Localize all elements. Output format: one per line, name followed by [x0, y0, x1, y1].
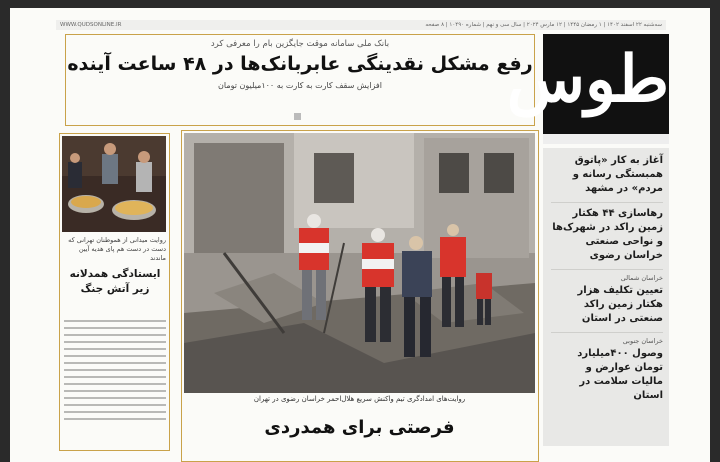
- logo: طوس: [543, 34, 669, 134]
- sidebar-news: [543, 148, 669, 446]
- lead-subhead: افزایش سقف کارت به کارت به ۱۰۰میلیون تومان: [218, 81, 382, 90]
- sidebar-item[interactable]: [551, 337, 663, 409]
- cooking-scene-image: [62, 136, 166, 232]
- left-story[interactable]: [59, 133, 170, 451]
- left-story-text: [64, 236, 166, 297]
- sidebar-item-province: خراسان جنوبی: [622, 337, 663, 345]
- left-title: ایستادگی همدلانه زیر آتش جنگ: [69, 268, 161, 295]
- rescue-photo: [184, 133, 535, 393]
- feature-title: فرصتی برای همدردی: [264, 417, 455, 438]
- lead-kicker: بانک ملی سامانه موقت جایگزین بام را معرفی کرد: [210, 39, 390, 49]
- sidebar-item-title: آغاز به کار «پاتوق همبستگی رسانه و مردم» در مشهد: [572, 155, 663, 194]
- newspaper-page: [10, 8, 710, 462]
- lead-headline: رفع مشکل نقدینگی عابربانک‌ها در ۴۸ ساعت آینده: [67, 53, 533, 75]
- site-url[interactable]: WWW.QUDSONLINE.IR: [60, 22, 122, 28]
- feature-story[interactable]: [181, 130, 539, 462]
- masthead-strip: [543, 134, 669, 144]
- sidebar-item-title: تعیین تکلیف هزار هکتار زمین راکد صنعتی در استان: [577, 285, 663, 324]
- volunteers-photo: [62, 136, 166, 232]
- photo-caption: روایت‌های امدادگری تیم واکنش سریع هلال‌احمر خراسان رضوی در تهران: [253, 395, 466, 403]
- sidebar-item-title: رهاسازی ۴۴ هکتار زمین راکد در شهرک‌ها و نواحی صنعتی خراسان رضوی: [552, 208, 663, 261]
- sidebar-item[interactable]: [551, 207, 663, 270]
- strip-meta: سه‌شنبه ۲۲ اسفند ۱۴۰۲ | ۱ رمضان ۱۴۴۵ | ۱۲ مارس ۲۰۲۴ | سال سی و نهم | شماره ۱۰۴۹۰ | ۸ صفحه: [425, 22, 662, 28]
- date-strip: [56, 20, 666, 30]
- sidebar-item-province: خراسان شمالی: [620, 274, 663, 282]
- body-text-lines: [64, 320, 166, 432]
- left-kicker: روایت میدانی از هموطنان تهرانی که دست در دست هم پای هدیه آیین ماندند: [68, 236, 166, 262]
- rubble-scene-image: [184, 133, 535, 393]
- lead-story[interactable]: [65, 34, 535, 126]
- masthead: [506, 34, 669, 144]
- page-marker-icon: [294, 113, 301, 120]
- sidebar-item-title: وصول ۴۰۰میلیارد تومان عوارض و مالیات سلامت در استان: [577, 348, 663, 401]
- sidebar-item[interactable]: [551, 274, 663, 333]
- sidebar-item[interactable]: [551, 154, 663, 203]
